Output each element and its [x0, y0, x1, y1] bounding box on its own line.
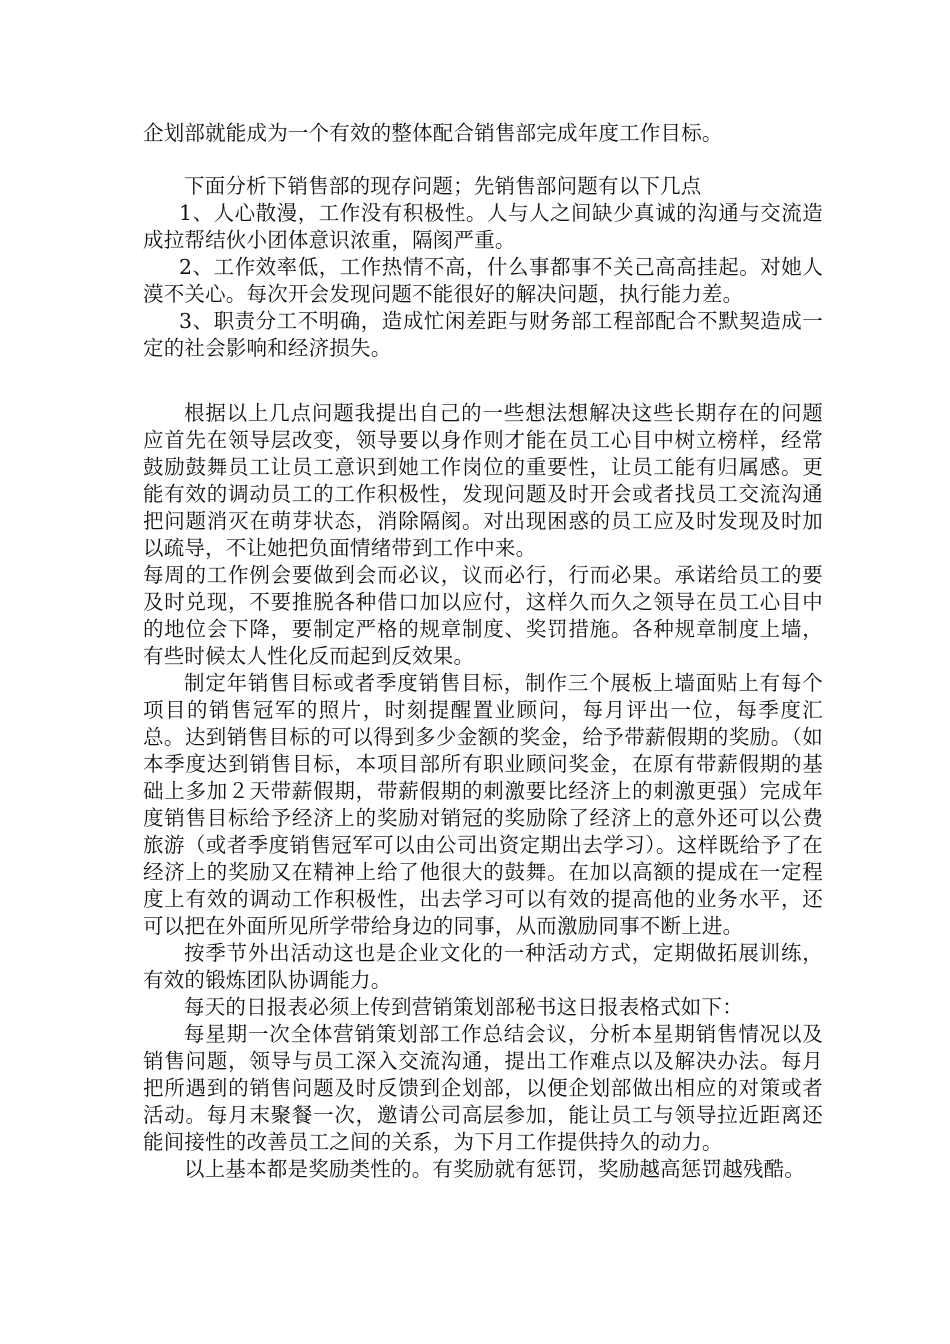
paragraph-3: 1、人心散漫，工作没有积极性。人与人之间缺少真诚的沟通与交流造成拉帮结伙小团体意识浓重，隔阂严重。	[143, 201, 823, 252]
paragraph-7: 每周的工作例会要做到会而必议，议而必行，行而必果。承诺给员工的要及时兑现，不要推脱各种借口加以应付，这样久而久之领导在员工心目中的地位会下降，要制定严格的规章制度、奖罚措施。各种规章制度上墙，有些时候太人性化反而起到反效果。	[143, 563, 823, 668]
paragraph-8: 制定年销售目标或者季度销售目标，制作三个展板上墙面贴上有每个项目的销售冠军的照片，时刻提醒置业顾问，每月评出一位，每季度汇总。达到销售目标的可以得到多少金额的奖金，给予带薪假期的奖励。（如本季度达到销售目标，本项目部所有职业顾问奖金，在原有带薪假期的基础上多加２天带薪假期，带薪假期的刺激要比经济上的刺激更强）完成年度销售目标给予经济上的奖励对销冠的奖励除了经济上的意外还可以公费旅游（或者季度销售冠军可以由公司出资定期出去学习）。这样既给予了在经济上的奖励又在精神上给了他很大的鼓舞。在加以高额的提成在一定程度上有效的调动工作积极性，出去学习可以有效的提高他的业务水平，还可以把在外面所见所学带给身边的同事，从而激励同事不断上进。	[143, 671, 823, 938]
paragraph-12: 以上基本都是奖励类性的。有奖励就有惩罚，奖励越高惩罚越残酷。	[184, 1157, 805, 1181]
paragraph-9: 按季节外出活动这也是企业文化的一种活动方式，定期做拓展训练，有效的锻炼团队协调能力。	[143, 941, 823, 992]
paragraph-spacer	[143, 147, 823, 173]
paragraph-1: 企划部就能成为一个有效的整体配合销售部完成年度工作目标。	[143, 121, 723, 145]
paragraph-5: 3、职责分工不明确，造成忙闲差距与财务部工程部配合不默契造成一定的社会影响和经济损失。	[143, 309, 823, 360]
document-body	[143, 120, 823, 1183]
paragraph-4: 2、工作效率低，工作热情不高，什么事都事不关己高高挂起。对她人漠不关心。每次开会发现问题不能很好的解决问题，执行能力差。	[143, 255, 823, 306]
paragraph-2: 下面分析下销售部的现存问题；先销售部问题有以下几点	[184, 174, 702, 198]
paragraph-11: 每星期一次全体营销策划部工作总结会议，分析本星期销售情况以及销售问题，领导与员工深入交流沟通，提出工作难点以及解决办法。每月把所遇到的销售问题及时反馈到企划部，以便企划部做出相应的对策或者活动。每月末聚餐一次，邀请公司高层参加，能让员工与领导拉近距离还能间接性的改善员工之间的关系，为下月工作提供持久的动力。	[143, 1022, 823, 1154]
paragraph-10: 每天的日报表必须上传到营销策划部秘书这日报表格式如下：	[184, 995, 743, 1019]
paragraph-6: 根据以上几点问题我提出自己的一些想法想解决这些长期存在的问题应首先在领导层改变，领导要以身作则才能在员工心目中树立榜样，经常鼓励鼓舞员工让员工意识到她工作岗位的重要性，让员工能有归属感。更能有效的调动员工的工作积极性，发现问题及时开会或者找员工交流沟通把问题消灭在萌芽状态，消除隔阂。对出现困惑的员工应及时发现及时加以疏导，不让她把负面情绪带到工作中来。	[143, 401, 823, 560]
paragraph-spacer	[143, 362, 823, 400]
